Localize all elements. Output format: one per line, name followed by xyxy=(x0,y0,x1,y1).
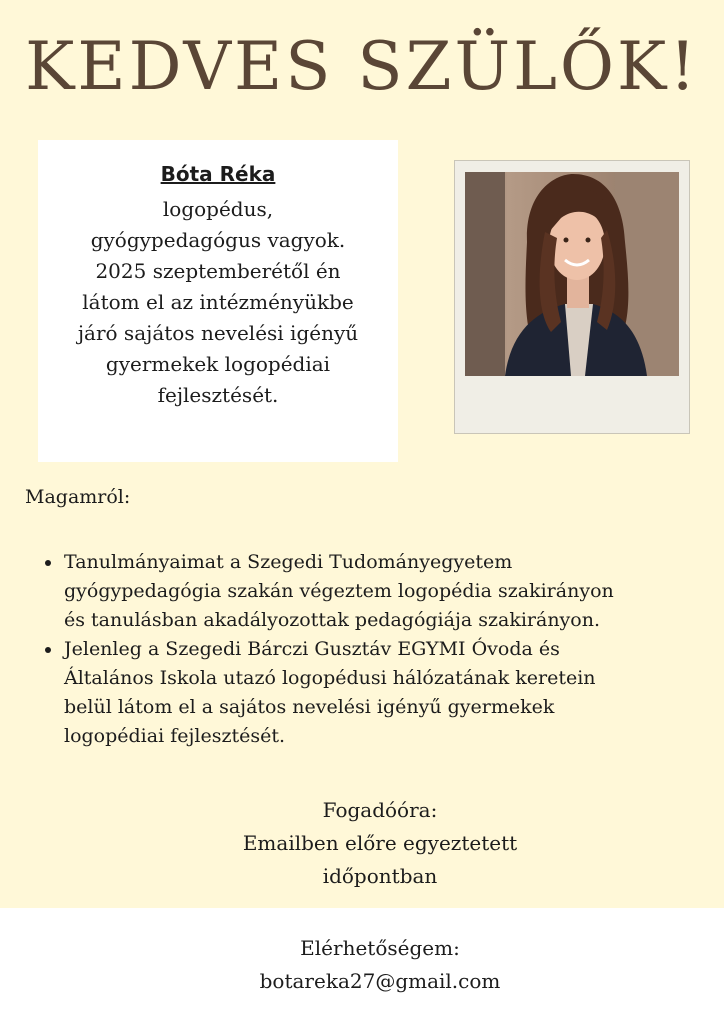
contact-label: Elérhetőségem: xyxy=(300,936,460,960)
about-label: Magamról: xyxy=(25,486,131,508)
about-list xyxy=(40,548,724,751)
list-item-line: belül látom el a sajátos nevelési igényű gyermekek xyxy=(64,696,555,718)
intro-line: logopédus, xyxy=(162,197,274,221)
portrait-illustration xyxy=(465,172,679,376)
list-item xyxy=(64,548,724,635)
list-item-line: logopédiai fejlesztését. xyxy=(64,725,286,747)
portrait-photo xyxy=(465,172,679,376)
office-hours-label: Fogadóóra: xyxy=(322,798,438,822)
list-item-line: gyógypedagógia szakán végeztem logopédia szakirányon xyxy=(64,580,614,602)
list-item xyxy=(64,635,724,751)
intro-name: Bóta Réka xyxy=(160,162,276,186)
list-item-line: és tanulásban akadályozottak pedagógiája szakirányon. xyxy=(64,609,600,631)
intro-line: gyermekek logopédiai xyxy=(105,352,331,376)
list-item-line: Jelenleg a Szegedi Bárczi Gusztáv EGYMI Óvoda és xyxy=(64,638,560,660)
intro-line: fejlesztését. xyxy=(157,383,279,407)
contact-section xyxy=(0,932,724,998)
intro-line: gyógypedagógus vagyok. xyxy=(90,228,346,252)
intro-card xyxy=(38,140,398,462)
page-title: KEDVES SZÜLŐK! xyxy=(25,28,699,105)
intro-line: 2025 szeptemberétől én xyxy=(95,259,341,283)
intro-text xyxy=(38,194,398,411)
list-item-line: Általános Iskola utazó logopédusi hálózatának keretein xyxy=(64,667,596,689)
office-hours-line: Emailben előre egyeztetett xyxy=(242,831,518,855)
office-hours-line: időpontban xyxy=(322,864,438,888)
intro-line: látom el az intézményükbe xyxy=(82,290,354,314)
portrait-photo-frame xyxy=(454,160,690,434)
intro-line: járó sajátos nevelési igényű xyxy=(77,321,359,345)
office-hours xyxy=(0,794,724,893)
contact-email[interactable]: botareka27@gmail.com xyxy=(259,969,501,993)
list-item-line: Tanulmányaimat a Szegedi Tudományegyetem xyxy=(64,551,513,573)
